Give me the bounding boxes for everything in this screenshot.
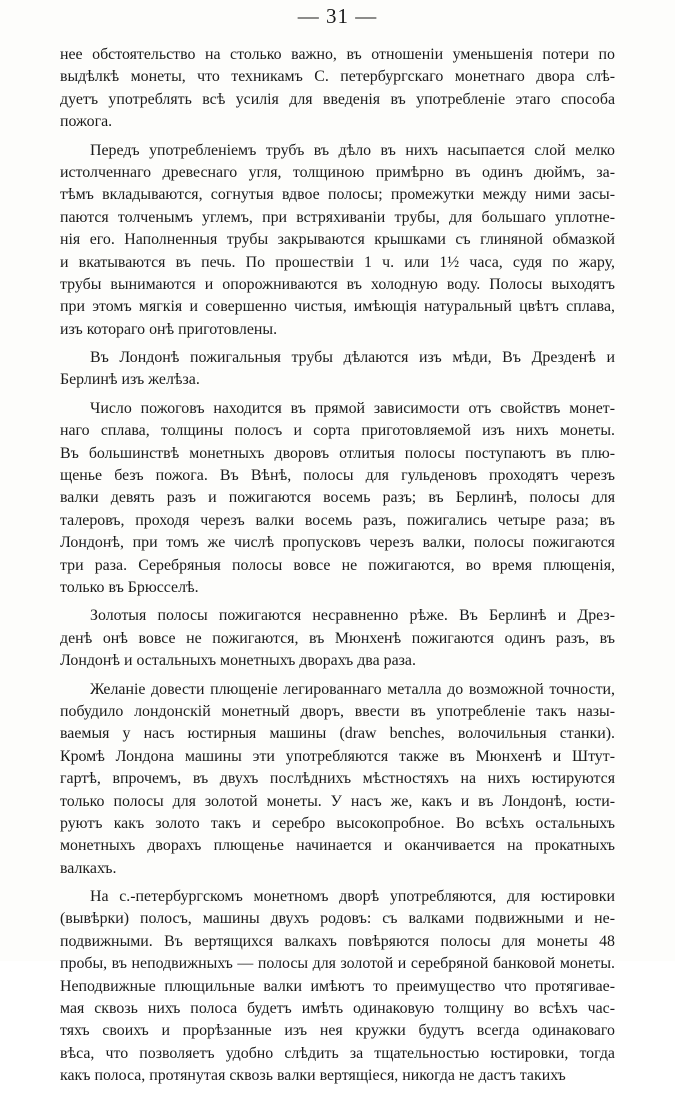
- text-line: какъ полоса, протянутая сквозь валки вертящiеся, никогда не дастъ такихъ: [60, 1067, 566, 1085]
- text-line: Передъ употребленiемъ трубъ въ дѣло въ нихъ насыпается слой мелко: [90, 141, 615, 159]
- text-line: валкахъ.: [60, 859, 117, 877]
- text-line: побудило лондонскiй монетный дворъ, ввести въ употребленiе такъ назы-: [60, 702, 615, 720]
- text-line: только въ Брюсселѣ.: [60, 578, 199, 596]
- text-line: Неподвижные плющильные валки имѣютъ то преимущество что протягивае-: [60, 977, 615, 995]
- text-line: истолченнаго древеснаго угля, толщиною примѣрно въ одинъ дюймъ, за-: [60, 163, 615, 181]
- text-line: наго сплава, толщины полосъ и сорта приготовляемой изъ нихъ монеты.: [60, 422, 615, 440]
- text-line: валки девять разъ и пожигаются восемь разъ; въ Берлинѣ, полосы для: [60, 489, 615, 507]
- text-line: Кромѣ Лондона машины эти употребляются также въ Мюнхенѣ и Штут-: [60, 747, 615, 765]
- text-line: гартѣ, впрочемъ, въ двухъ послѣднихъ мѣстностяхъ на нихъ юстируются: [60, 770, 615, 788]
- text-line: ваемыя у насъ юстирныя машины (draw benches, волочильныя станки).: [60, 725, 615, 743]
- paragraph: [60, 605, 615, 672]
- paragraph: [60, 44, 615, 134]
- paragraph: [60, 347, 615, 392]
- text-line: монетныхъ дворахъ плющенье начинается и оканчивается на прокатныхъ: [60, 837, 615, 855]
- text-line: три раза. Серебряныя полосы вовсе не пожигаются, во время плющенiя,: [60, 556, 615, 574]
- text-line: пожога.: [60, 113, 113, 131]
- text-line: Въ большинствѣ монетныхъ дворовъ отлитыя полосы поступаютъ въ плю-: [60, 444, 615, 462]
- text-line: денѣ онѣ вовсе не пожигаются, въ Мюнхенѣ пожигаются одинъ разъ, въ: [60, 629, 615, 647]
- text-line: только полосы для золотой монеты. У насъ же, какъ и въ Лондонѣ, юсти-: [60, 792, 615, 810]
- text-line: Лондонѣ и остальныхъ монетныхъ дворахъ два раза.: [60, 652, 416, 670]
- text-line: паются толченымъ углемъ, при встряхиванiи трубы, для большаго уплотне-: [60, 208, 615, 226]
- page-number: — 31 —: [297, 4, 378, 28]
- text-line: нiя его. Наполненныя трубы закрываются крышками съ глиняной обмазкой: [60, 231, 615, 249]
- text-line: подвижными. Въ вертящихся валкахъ повѣряются полосы для монеты 48: [60, 932, 615, 950]
- text-line: и вкатываются въ печь. По прошествiи 1 ч. или 1½ часа, судя по жару,: [60, 253, 615, 271]
- text-line: Берлинѣ изъ желѣза.: [60, 371, 200, 389]
- text-line: руютъ какъ золото такъ и серебро высокопробное. Во всѣхъ остальныхъ: [60, 814, 615, 832]
- text-line: выдѣлкѣ монеты, что техникамъ С. петербургскаго монетнаго двора слѣ-: [60, 68, 615, 86]
- text-line: нее обстоятельство на столько важно, въ отношенiи уменьшенiя потери по: [60, 46, 615, 63]
- text-line: пробы, въ неподвижныхъ — полосы для золотой и серебряной банковой монеты.: [60, 955, 615, 973]
- paragraph: [60, 398, 615, 600]
- text-line: тѣмъ вкладываются, согнутыя вдвое полосы; промежутки между ними засы-: [60, 186, 615, 204]
- paragraph: [60, 886, 615, 1088]
- text-line: Число пожоговъ находится въ прямой зависимости отъ свойствъ монет-: [90, 399, 615, 417]
- text-line: мая сквозь нихъ полоса будетъ имѣть одинаковую толщину во всѣхъ час-: [60, 1000, 615, 1018]
- text-line: На с.-петербургскомъ монетномъ дворѣ употребляются, для юстировки: [90, 888, 615, 906]
- text-line: Лондонѣ, при томъ же числѣ пропусковъ черезъ валки, полосы пожигаются: [60, 534, 615, 552]
- text-line: при этомъ мягкiя и совершенно чистыя, имѣющiя натуральный цвѣтъ сплава,: [60, 298, 615, 316]
- paragraph: [60, 140, 615, 342]
- body-text: [60, 44, 615, 1094]
- text-line: вѣса, что позволяетъ удобно слѣдить за тщательностью юстировки, тогда: [60, 1044, 615, 1062]
- text-line: щенье безъ пожога. Въ Вѣнѣ, полосы для гульденовъ проходятъ черезъ: [60, 467, 615, 485]
- text-line: тяхъ своихъ и прорѣзанные изъ нея кружки будутъ всегда одинаковаго: [60, 1022, 615, 1040]
- text-line: изъ котораго онѣ приготовлены.: [60, 320, 278, 338]
- text-line: дуетъ употреблять всѣ усилiя для введенiя въ употребленiе этаго способа: [60, 90, 615, 108]
- text-line: трубы вынимаются и опорожниваются въ холодную воду. Полосы выходятъ: [60, 275, 615, 293]
- text-line: Желанiе довести плющенiе легированнаго металла до возможной точности,: [90, 680, 615, 698]
- text-line: Въ Лондонѣ пожигальныя трубы дѣлаются изъ мѣди, Въ Дрезденѣ и: [90, 349, 615, 367]
- text-line: талеровъ, проходя черезъ валки восемь разъ, пожигались четыре раза; въ: [60, 511, 615, 529]
- text-line: Золотыя полосы пожигаются несравненно рѣже. Въ Берлинѣ и Дрез-: [90, 607, 615, 625]
- text-line: (вывѣрки) полосъ, машины двухъ родовъ: съ валками подвижными и не-: [60, 910, 615, 928]
- paragraph: [60, 679, 615, 881]
